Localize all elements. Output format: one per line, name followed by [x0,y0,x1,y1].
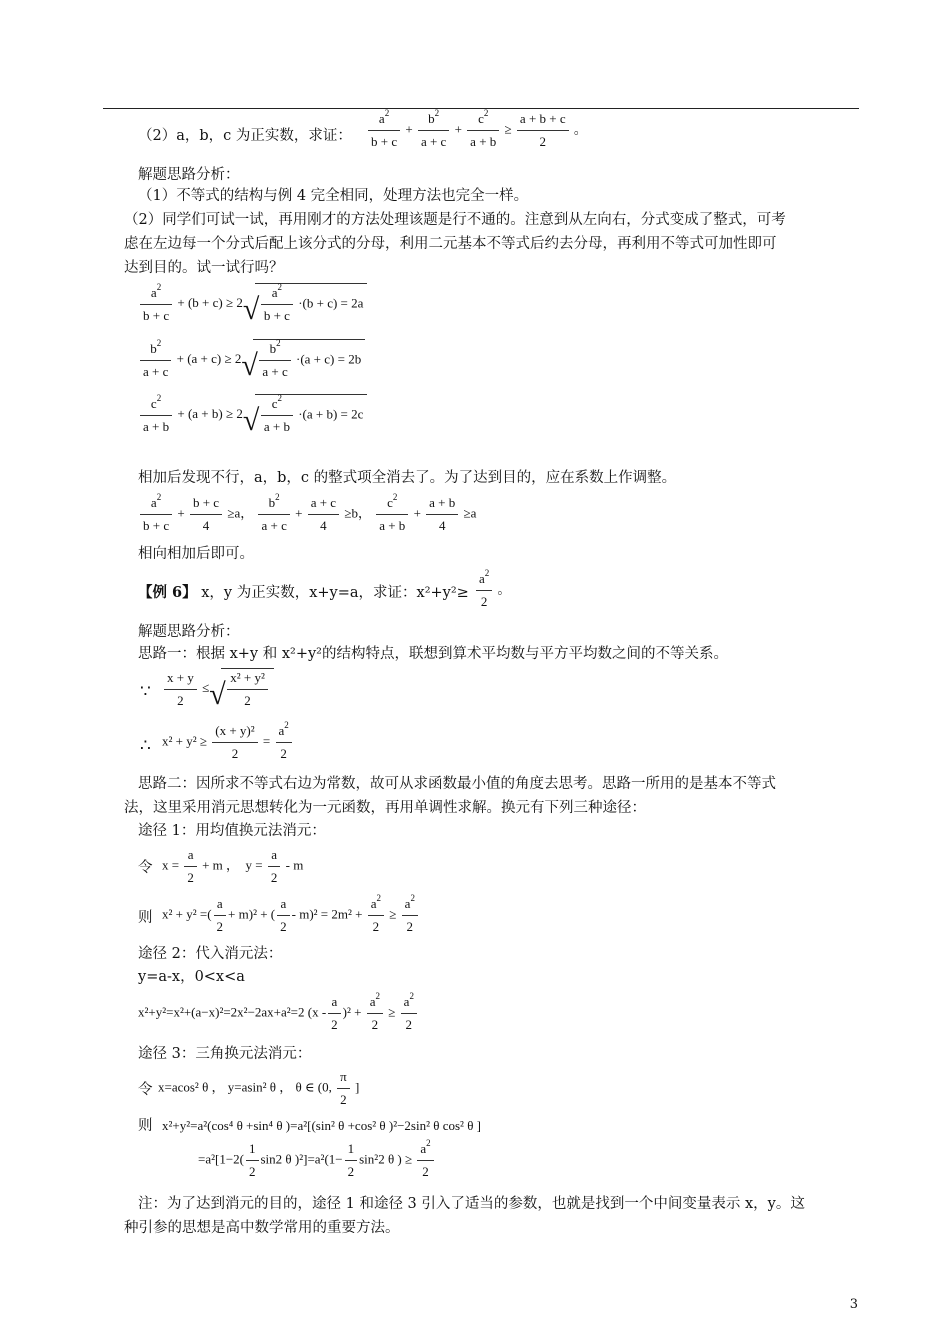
way-3-heading: 途径 3：三角换元法消元： [138,1046,312,1062]
because-symbol: ∵ [140,682,151,702]
way-2-heading: 途径 2：代入消元法： [138,946,283,962]
way-3-result-line2: =a²[1−2( $\frac{1}{2}$ sin2 θ )²]=a²(1− $\frac{1}{2}$ sin²2 θ ) ≥ $\frac{a^2}{2}$ [198,1140,436,1181]
way-1-result: x² + y² =( $\frac{a}{2}$ + m)² + ( $\frac{a}{2}$ - m)² = 2m² + $\frac{a^2}{2}$ ≥ $\frac{a^2}{2}$ [162,895,420,936]
way-2-substitution: y=a-x，0<x<a [138,969,245,985]
idea-2-line2: 法，这里采用消元思想转化为一元函数，再用单调性求解。换元有下列三种途径： [124,800,646,816]
analysis-heading-1: 解题思路分析： [138,167,240,183]
header-rule [103,108,859,109]
page-number: 3 [849,1297,858,1312]
idea-1-text: 思路一：根据 x+y 和 x²+y²的结构特点，联想到算术平均数与平方平均数之间的不等关系。 [138,646,728,662]
analysis-point-1: （1）不等式的结构与例 4 完全相同，处理方法也完全一样。 [138,188,529,204]
way-1-substitution: x = $\frac{a}{2}$ + m ， y = $\frac{a}{2}$ - m [162,847,304,885]
amgm-line-a: $\frac{a^2}{b + c}$ + (b + c) ≥ 2 √ $\frac{a^2}{b + c}$ ·(b + c) = 2a [138,283,367,325]
analysis-point-2-line3: 达到目的。试一试行吗？ [124,260,284,276]
idea-1-conclusion: x² + y² ≥ $\frac{\text{(x + y)²}}{2}$ = $\frac{a^2}{2}$ [162,722,294,763]
way-3-substitution: x=acos² θ ， y=asin² θ ， θ ∈ (0, $\frac{\pi}{2}$ ] [158,1069,360,1107]
adjusted-inequalities: $\frac{a^2}{b + c}$ + $\frac{b + c}{4}$ ≥a， $\frac{b^2}{a + c}$ + $\frac{a + c}{4}$ ≥b， $\frac{c^2}{a + b}$ + $\frac{a + b}{4}$ ≥a [138,494,476,535]
example-6-text: x，y 为正实数，x+y=a，求证：x²+y²≥ [196,585,469,601]
analysis-heading-2: 解题思路分析： [138,624,240,640]
sum-ok-text: 相向相加后即可。 [138,546,254,562]
problem-2-text: （2）a，b，c 为正实数，求证： [138,128,352,144]
analysis-point-2-line2: 虑在左边每一个分式后配上该分式的分母，利用二元基本不等式后约去分母，再利用不等式可加性即可 [124,236,777,252]
note-line1: 注：为了达到消元的目的，途径 1 和途径 3 引入了适当的参数，也就是找到一个中间变量表示 x，y。这 [138,1196,805,1212]
amgm-line-b: $\frac{b^2}{a + c}$ + (a + c) ≥ 2 √ $\frac{b^2}{a + c}$ ·(a + c) = 2b [138,339,365,381]
let-3-label: 令 [138,1082,153,1098]
problem-2-formula: $\frac{a^2}{b + c}$ + $\frac{b^2}{a + c}$ + $\frac{c^2}{a + b}$ ≥ $\frac{a + b + c}{2}$ 。 [366,110,587,151]
note-line2: 种引参的思想是高中数学常用的重要方法。 [124,1220,400,1236]
example-6-statement [138,583,469,603]
way-1-heading: 途径 1：用均值换元法消元： [138,823,326,839]
idea-2-line1: 思路二：因所求不等式右边为常数，故可从求函数最小值的角度去思考。思路一所用的是基本不等式 [138,776,776,792]
analysis-point-2-line1: （2）同学们可试一试，再用刚才的方法处理该题是行不通的。注意到从左向右，分式变成了整式，可考 [124,212,786,228]
sum-fail-text: 相加后发现不行，a，b，c 的整式项全消去了。为了达到目的，应在系数上作调整。 [138,470,677,486]
qm-am-inequality: $\frac{x + y}{2}$ ≤ √ $\frac{\text{x² + y²}}{2}$ [162,668,274,710]
way-3-result-line1: x²+y²=a²(cos⁴ θ +sin⁴ θ )=a²[(sin² θ +cos² θ )²−2sin² θ cos² θ ] [162,1118,482,1133]
way-2-result: x²+y²=x²+(a−x)²=2x²−2ax+a²=2 (x - $\frac{a}{2}$ )² + $\frac{a^2}{2}$ ≥ $\frac{a^2}{2}$ [138,993,419,1034]
example-6-tag: 【例 6】 [138,584,197,601]
then-1-label: 则 [138,910,153,926]
example-6-rhs: $\frac{a^2}{2}$ 。 [474,570,511,611]
then-3-label: 则 [138,1118,153,1134]
problem-2-statement [138,126,352,146]
amgm-line-c: $\frac{c^2}{a + b}$ + (a + b) ≥ 2 √ $\frac{c^2}{a + b}$ ·(a + b) = 2c [138,394,367,436]
let-1-label: 令 [138,860,153,876]
therefore-symbol: ∴ [140,736,151,756]
